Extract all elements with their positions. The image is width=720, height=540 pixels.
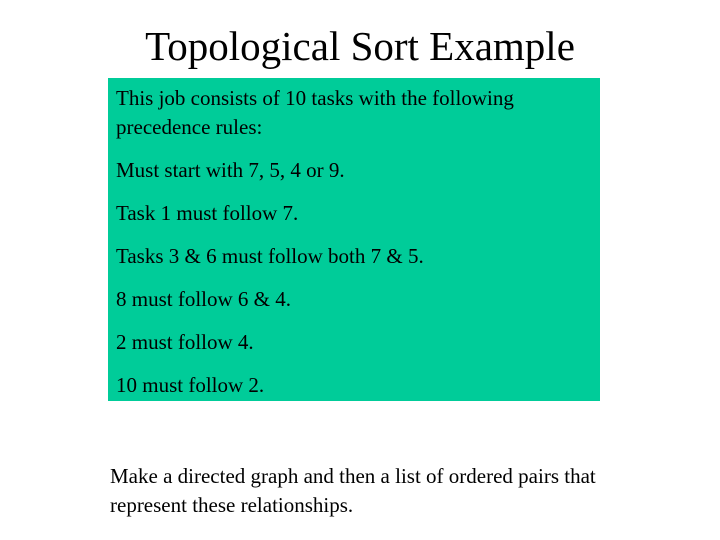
rule-intro: This job consists of 10 tasks with the following precedence rules: <box>116 86 514 139</box>
rule-task-2: 2 must follow 4. <box>116 330 254 354</box>
rule-tasks-3-6: Tasks 3 & 6 must follow both 7 & 5. <box>116 244 424 268</box>
rule-start-tasks: Must start with 7, 5, 4 or 9. <box>116 158 345 182</box>
slide-title: Topological Sort Example <box>145 23 575 69</box>
rules-box <box>108 78 600 401</box>
rule-task-10: 10 must follow 2. <box>116 373 265 397</box>
instructions-text: Make a directed graph and then a list of ordered pairs that represent these relationships. <box>110 464 596 517</box>
rule-task-1: Task 1 must follow 7. <box>116 201 299 225</box>
rule-task-8: 8 must follow 6 & 4. <box>116 287 292 311</box>
